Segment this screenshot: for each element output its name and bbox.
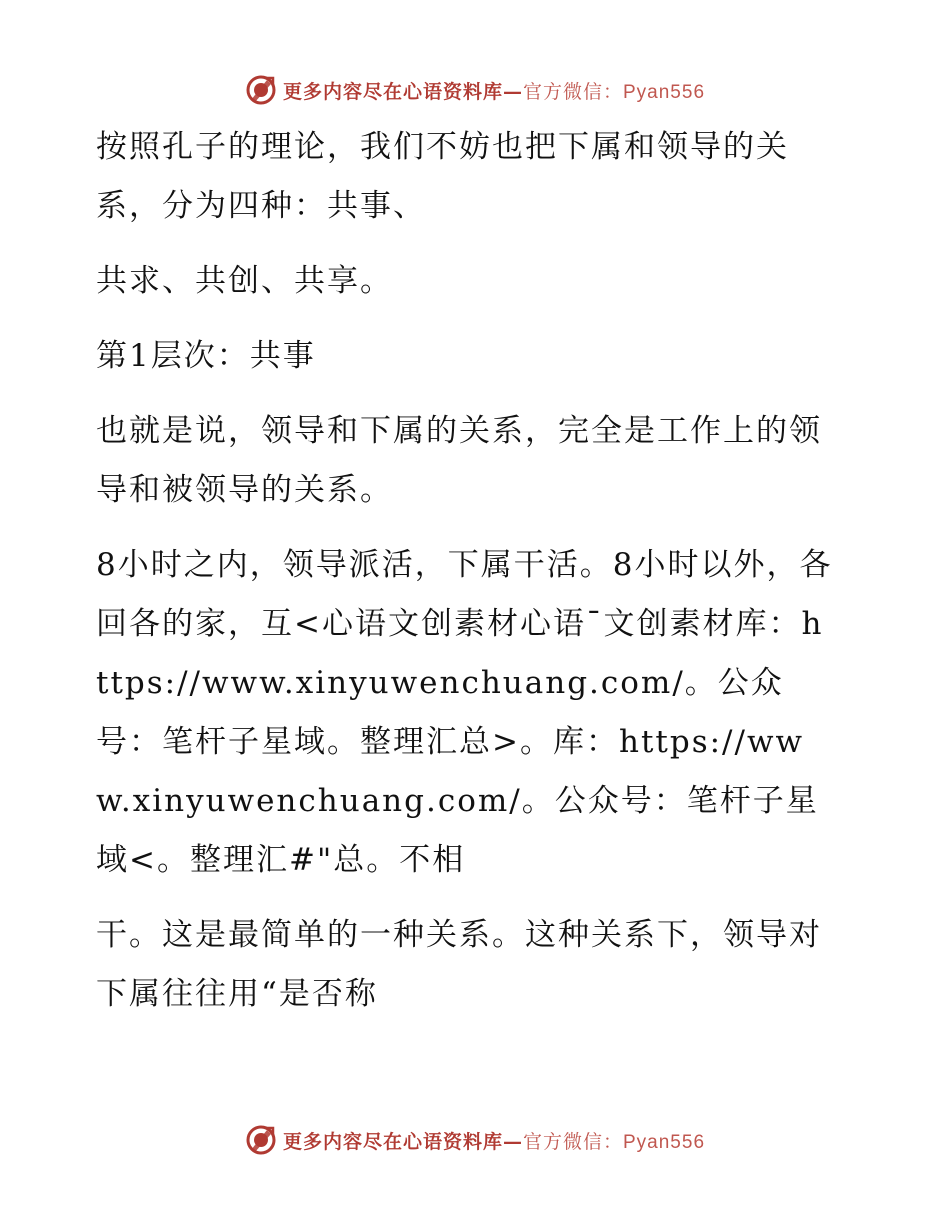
paragraph-5: 8小时之内，领导派活，下属干活。8小时以外，各回各的家，互<心语文创素材心语¯文创素材库：https://www.xinyuwenchuang.com/。公众号：笔杆子星域。整理汇总>。库：https://www.xinyuwenchuang.com/。公众号：笔杆子星域<。整理汇#"总。不相 xyxy=(96,547,833,878)
document-body xyxy=(96,118,836,1040)
watermark-suffix-text: 官方微信：Pyan556 xyxy=(523,81,706,103)
paragraph-1: 按照孔子的理论，我们不妨也把下属和领导的关系，分为四种：共事、 xyxy=(96,129,789,224)
paragraph-3-heading: 第1层次：共事 xyxy=(96,338,316,374)
paragraph-4: 也就是说，领导和下属的关系，完全是工作上的领导和被领导的关系。 xyxy=(96,413,822,508)
pen-logo-icon xyxy=(245,74,277,106)
paragraph-2: 共求、共创、共享。 xyxy=(96,263,393,299)
watermark-main-text: 更多内容尽在心语资料库— xyxy=(282,1130,523,1153)
footer-watermark xyxy=(0,1120,950,1160)
watermark-text xyxy=(283,77,705,104)
watermark-suffix-text: 官方微信：Pyan556 xyxy=(523,1131,706,1153)
paragraph-6: 干。这是最简单的一种关系。这种关系下，领导对下属往往用“是否称 xyxy=(96,917,822,1012)
watermark-text xyxy=(283,1127,705,1154)
pen-logo-icon xyxy=(245,1124,277,1156)
header-watermark xyxy=(0,70,950,110)
watermark-main-text: 更多内容尽在心语资料库— xyxy=(282,80,523,103)
